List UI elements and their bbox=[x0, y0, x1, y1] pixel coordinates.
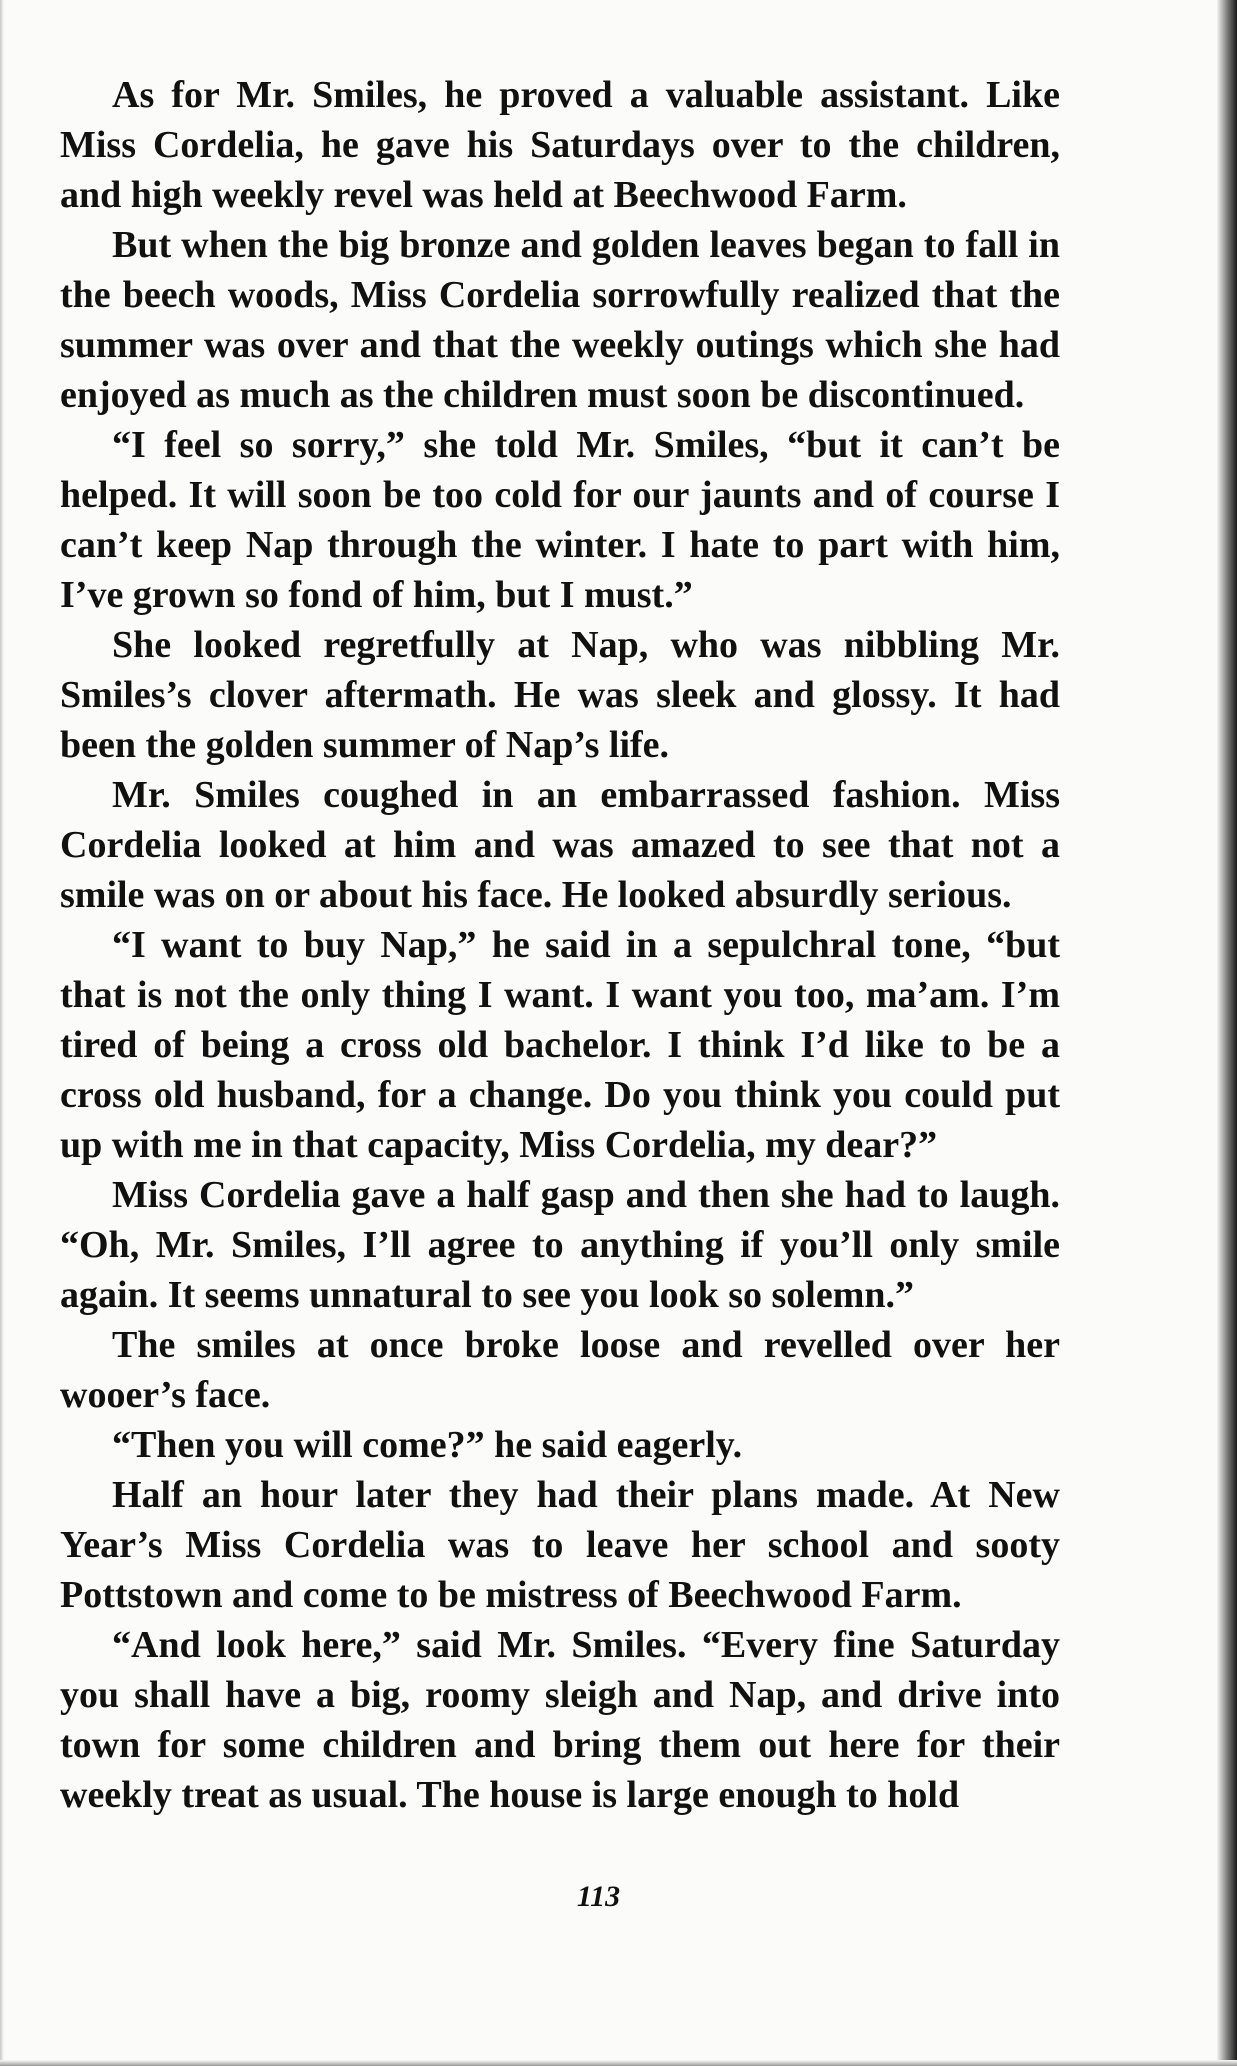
paragraph: Mr. Smiles coughed in an embarrassed fashion. Miss Cordelia looked at him and was amazed to see that not a smile was on or about his face. He looked absurdly serious. bbox=[60, 774, 1060, 916]
paragraph: “I feel so sorry,” she told Mr. Smiles, “but it can’t be helped. It will soon be too cold for our jaunts and of course I can’t keep Nap through the winter. I hate to part with him, I’ve grown so fond of him, but I must.” bbox=[60, 424, 1060, 616]
paragraph: But when the big bronze and golden leaves began to fall in the beech woods, Miss Cordelia sorrowfully realized that the summer was over and that the weekly outings which she had enjoyed as much as the children must soon be discontinued. bbox=[60, 224, 1060, 416]
spine-shadow bbox=[1217, 0, 1237, 2066]
paragraph: She looked regretfully at Nap, who was nibbling Mr. Smiles’s clover aftermath. He was sleek and glossy. It had been the golden summer of Nap’s life. bbox=[60, 624, 1060, 766]
paragraph: As for Mr. Smiles, he proved a valuable assistant. Like Miss Cordelia, he gave his Saturdays over to the children, and high weekly revel was held at Beechwood Farm. bbox=[60, 74, 1060, 216]
body-text bbox=[60, 70, 1060, 1820]
paragraph: “I want to buy Nap,” he said in a sepulchral tone, “but that is not the only thing I want. I want you too, ma’am. I’m tired of being a cross old bachelor. I think I’d like to be a cross old husband, for a change. Do you think you could put up with me in that capacity, Miss Cordelia, my dear?” bbox=[60, 924, 1060, 1166]
paragraph: “And look here,” said Mr. Smiles. “Every fine Saturday you shall have a big, roomy sleigh and Nap, and drive into town for some children and bring them out here for their weekly treat as usual. The house is large enough to hold bbox=[60, 1624, 1060, 1816]
paragraph: Half an hour later they had their plans made. At New Year’s Miss Cordelia was to leave her school and sooty Pottstown and come to be mistress of Beechwood Farm. bbox=[60, 1474, 1060, 1616]
page-left-edge bbox=[0, 0, 4, 2066]
paragraph: “Then you will come?” he said eagerly. bbox=[112, 1424, 743, 1466]
paragraph: The smiles at once broke loose and revelled over her wooer’s face. bbox=[60, 1324, 1060, 1416]
page-bottom-edge bbox=[0, 2060, 1237, 2066]
paragraph: Miss Cordelia gave a half gasp and then she had to laugh. “Oh, Mr. Smiles, I’ll agree to anything if you’ll only smile again. It seems unnatural to see you look so solemn.” bbox=[60, 1174, 1060, 1316]
page-number: 113 bbox=[576, 1880, 621, 1913]
